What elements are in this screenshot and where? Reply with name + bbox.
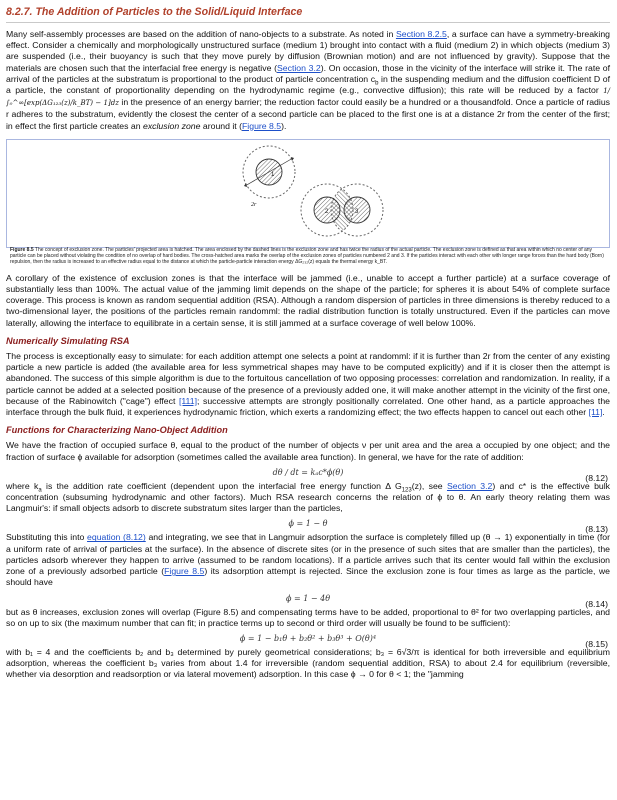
equation-8-12-number: (8.12) — [585, 472, 608, 483]
figure-caption-label: Figure 8.5 — [10, 246, 34, 253]
link-section-8-2-5[interactable]: Section 8.2.5 — [395, 29, 447, 39]
equation-8-15-number: (8.15) — [585, 638, 608, 649]
equation-8-12 — [6, 465, 610, 483]
equation-8-12-body: dθ / dt = kₐc*ϕ(θ) — [272, 467, 344, 477]
func-p2-a: where k — [6, 480, 39, 491]
figure-caption-text: The concept of exclusion zone. The particles' projected area is hatched. The area enclosed by the dashed lines is the exclusion zone and has twice the radius of the actual particle. The exclusion zone is defined as that area within which no center of any particle can be placed without violating the condition of no overlap of hard bodies. The cross-hatched area marks the overlap of the exclusion zones of particles numbered 2 and 3. If the particles interact with each other with longer range forces than the hard body (Born) repulsion, then the radius is increased to an effective radius equal to the distance at which the particle-particle interaction energy ΔG₂₃₂(z) equals the thermal energy k_BT. — [10, 246, 604, 266]
func-paragraph-1: We have the fraction of occupied surface θ, equal to the product of the number of objects ν per unit area and the area a occupied by one object; and the fraction of surface ϕ available for adsorption (sometimes called the available area function). In general, we have for the rate of addition: — [6, 440, 610, 462]
func-p2-sub-a: a — [38, 487, 42, 494]
rsa-text-c: . — [602, 407, 605, 418]
corollary-paragraph: A corollary of the existence of exclusion zones is that the interface will be jammed (i.e., unable to accept a further particle) at a surface coverage of substantially less than 100%. The actual value of the jamming limit depends on the shape of the particle; for spheres it is about 54% of complete surface coverage. This process is known as random sequential addition (RSA). Although a random dispersion of particles in three dimensions is thereby reduced to a two-dimensional layer, the positions of the particles remain randomml: the radial distribution function is totally unstructured. Even if the particles can move laterally, allowing the interface to equilibrate in a certain sense, it is still jammed at a surface coverage of well below 100%. — [6, 272, 610, 328]
link-equation-8-12[interactable]: equation (8.12) — [87, 532, 146, 543]
intro-sub-b: b — [375, 80, 379, 87]
figure-caption-wrap — [6, 247, 610, 267]
link-section-3-2-b[interactable]: Section 3.2 — [446, 480, 493, 491]
rsa-text-a: The process is exceptionally easy to simulate: for each addition attempt one selects a point at randomml: if it is further than 2r from the center of any existing particle a new particle is added (the available area for less symmetrical shapes may have to be computed explicitly) and if it is closer then the attempt is abandoned. The success of this simple algorithm is due to the fortuitous cancellation of two opposing processes: correlation and randomization. In reality, if a particle cannot be added at a selected position because of the presence of a previously added one, it will make another attempt in the vicinity of the first one, because of the Rabinowitch ("cage") effect — [6, 351, 610, 406]
func-p2-c: (z), see — [411, 480, 447, 491]
func-p2-d: ) and c* is the effective bulk concentration (subsuming hydrodynamic and other factors). Much RSA research concerns the relation of ϕ to θ. An early theory relating them was Langmuir's: if small objects adsorb to discrete substratum sites larger than the particles, — [6, 480, 611, 514]
heading-numerically-simulating-rsa: Numerically Simulating RSA — [6, 335, 130, 346]
func-p3-b: and integrating, we see that in Langmuir adsorption the surface is completely filled up (θ → 1) exponentially in time (for a uniform rate of arrival of particles at the surface). In the absence of discrete sites (or in the presence of such sites that are smaller than the particles), the particles adsorb wherever they happen to arrive (assumed to be random locations). If a particle arrives such that its center would fall within the exclusion zone of a previously adsorbed particle ( — [6, 532, 611, 577]
exclusion-zone-diagram — [7, 140, 611, 240]
figure-caption — [10, 247, 606, 266]
equation-8-13 — [6, 516, 610, 535]
link-figure-8-5-b[interactable]: Figure 8.5 — [164, 566, 205, 577]
exclusion-zone-term: exclusion zone — [142, 120, 201, 131]
link-figure-8-5[interactable]: Figure 8.5 — [242, 120, 282, 131]
func-paragraph-2 — [6, 481, 610, 515]
rsa-paragraph — [6, 351, 610, 418]
intro-paragraph — [6, 29, 610, 132]
label-1: 1 — [271, 171, 275, 178]
figure-8-5 — [6, 139, 610, 248]
equation-8-13-body: ϕ = 1 − θ — [288, 519, 328, 529]
rsa-text-b: ; successive attempts are strongly positionally correlated. One other hand, as a particle approaches the interface through the bulk fluid, it experiences hydrodynamic friction, which exerts a randomizing effect; the two effects happen to cancel out each other — [6, 395, 610, 418]
func-paragraph-3 — [6, 532, 610, 588]
func-paragraph-4: but as θ increases, exclusion zones will overlap (Figure 8.5) and compensating terms have to be added, proportional to θ² for two overlapping particles, and so on up to six (the maximum number that can fit; in practice terms up to second or third order will usually be found to be sufficient): — [6, 606, 610, 628]
intro-text-d: in the suspending medium and the diffusion coefficient D of a particle, the constant of proportionality depending on the hydrodynamic regime (e.g., convective diffusion); this rate will be reduced by a factor — [6, 73, 611, 96]
heading-functions-nano-object-addition: Functions for Characterizing Nano-Object Addition — [6, 425, 228, 436]
func-paragraph-5: with b₁ = 4 and the coefficients b₂ and b₃ determined by purely geometrical considerations; b₃ = 6√3/π is identical for both irreversible and equilibrium adsorption, whereas the coefficient b₃ varies from about 1.4 for irreversible (random sequential addition, RSA) to about 2.4 for equilibrium (reversible, whether via desorption and readsorption or via lateral movement) adsorption. In this case ϕ → 0 for θ < 1; the "jamming — [6, 646, 610, 680]
intro-text-b: , a surface can have a symmetry-breaking effect. Consider a chemically and morphologically unstructured surface (medium 1) brought into contact with a fluid (medium 2) in which objects (medium 3) are suspended (i.e., their buoyancy is such that they move purely by diffusion (Brownian motion) and are not influenced by gravity). Suppose that the materials are chosen such that the interfacial free energy is negative ( — [6, 29, 610, 73]
intro-text-f: around it ( — [200, 120, 242, 131]
intro-text-c: ). On occasion, those in the vicinity of the interface will strike it. The rate of arrival of the particles at the substratum is proportional to the product of particle concentration c — [6, 62, 610, 84]
label-2r: 2r — [251, 201, 257, 208]
func-p3-a: Substituting this into — [6, 532, 88, 543]
equation-8-15-body: ϕ = 1 − b₁θ + b₂θ² + b₃θ³ + O(θ)⁴ — [239, 633, 377, 643]
title-divider — [6, 22, 610, 23]
func-p2-b: is the addition rate coefficient (dependent upon the interfacial free energy function Δ G — [41, 480, 402, 491]
func-p3-c: ) its adsorption attempt is rejected. Since the exclusion zone is four times as large as the particle, we should have — [6, 566, 611, 588]
equation-8-14 — [6, 591, 610, 609]
ref-11[interactable]: [11] — [588, 407, 603, 418]
equation-8-14-body: ϕ = 1 − 4θ — [285, 593, 331, 603]
page — [6, 0, 610, 688]
link-section-3-2[interactable]: Section 3.2 — [276, 62, 321, 73]
equation-8-14-number: (8.14) — [585, 598, 608, 609]
equation-8-13-number: (8.13) — [585, 524, 608, 535]
equation-8-15 — [6, 631, 610, 649]
label-2: 2 — [325, 208, 329, 215]
label-3: 3 — [355, 208, 359, 215]
intro-text-g: ). — [281, 120, 287, 131]
func-p2-sub-123: 123 — [401, 487, 412, 494]
ref-111[interactable]: [111] — [178, 395, 197, 406]
intro-text-e: in the presence of an energy barrier; the reduction factor could easily be a hundred or a thousandfold. Once a particle of radius r adheres to the substratum, evidently the closest the center of a second particle can be placed to the first one is at a distance 2r from the center of the first; in effect the first particle creates an — [6, 97, 610, 131]
intro-text-a: Many self-assembly processes are based on the addition of nano-objects to a substrate. As noted in — [6, 29, 396, 39]
page-title: 8.2.7. The Addition of Particles to the Solid/Liquid Interface — [6, 6, 303, 18]
reduction-factor-formula: 1/∫₀^∞[exp(ΔG₁₂₃(z)/k_BT) − 1]dz — [6, 87, 610, 108]
